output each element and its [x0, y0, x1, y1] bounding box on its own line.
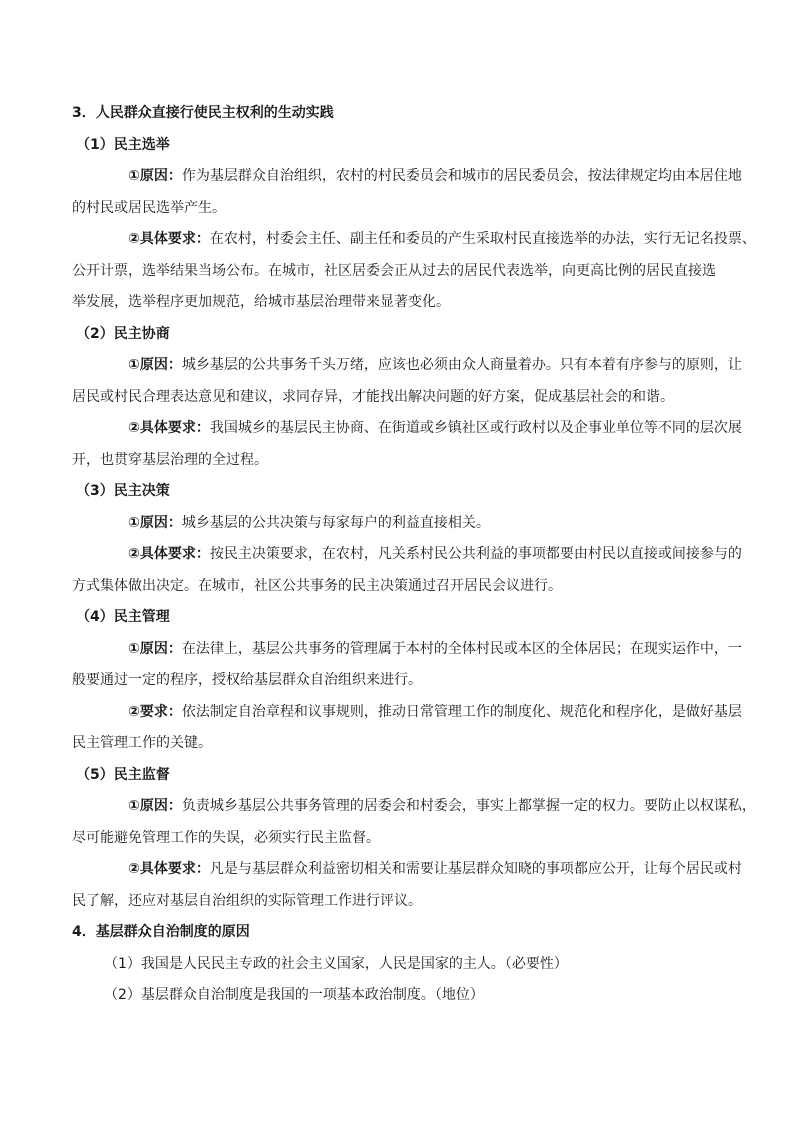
paragraph-label: ①原因： — [128, 640, 182, 657]
paragraph-text: 我国城乡的基层民主协商、在街道或乡镇社区或行政村以及企事业单位等不同的层次展 — [209, 420, 742, 436]
paragraph-line — [72, 413, 742, 445]
paragraph-line — [72, 508, 722, 540]
paragraph-label: ②具体要求： — [128, 420, 210, 436]
paragraph-label: ①原因： — [128, 357, 182, 373]
subsection-heading: （3）民主决策 — [76, 483, 170, 499]
section-heading: 3．人民群众直接行使民主权利的生动实践 — [72, 105, 334, 121]
paragraph-line — [72, 634, 742, 666]
list-item: （2）基层群众自治制度是我国的一项基本政治制度。（地位） — [104, 987, 484, 1003]
paragraph-line: 尽可能避免管理工作的失误，必须实行民主监督。 — [72, 829, 380, 846]
paragraph-label: ②要求： — [128, 703, 182, 720]
paragraph-line — [72, 350, 742, 382]
paragraph-text: 在农村，村委会主任、副主任和委员的产生采取村民直接选举的办法，实行无记名投票、 — [209, 231, 756, 247]
paragraph-line: 公开计票，选举结果当场公布。在城市，社区居委会正从过去的居民代表选举，向更高比例的居民直接选 — [72, 262, 716, 279]
paragraph-line — [72, 224, 756, 256]
subsection-heading: （4）民主管理 — [76, 609, 170, 625]
paragraph-label: ②具体要求： — [128, 546, 210, 562]
paragraph-line — [72, 539, 742, 571]
paragraph-label: ②具体要求： — [128, 861, 210, 877]
paragraph-line: 民主管理工作的关键。 — [72, 735, 212, 751]
paragraph-line: 开，也贯穿基层治理的全过程。 — [72, 451, 268, 468]
section-heading: 4．基层群众自治制度的原因 — [72, 924, 250, 940]
paragraph-line: 般要通过一定的程序，授权给基层群众自治组织来进行。 — [72, 672, 422, 688]
paragraph-label: ①原因： — [128, 514, 182, 531]
subsection-heading: （5）民主监督 — [76, 766, 170, 783]
paragraph-text: 在法律上，基层公共事务的管理属于本村的全体村民或本区的全体居民；在现实运作中，一 — [181, 640, 742, 657]
paragraph-label: ①原因： — [128, 168, 182, 184]
paragraph-line — [72, 854, 742, 886]
paragraph-line: 举发展，选举程序更加规范，给城市基层治理带来显著变化。 — [72, 294, 450, 310]
paragraph-line: 的村民或居民选举产生。 — [72, 199, 226, 216]
paragraph-text: 城乡基层的公共事务千头万绪，应该也必须由众人商量着办。只有本着有序参与的原则，让 — [181, 357, 742, 373]
subsection-heading: （2）民主协商 — [76, 325, 170, 342]
paragraph-text: 凡是与基层群众利益密切相关和需要让基层群众知晓的事项都应公开，让每个居民或村 — [209, 861, 742, 877]
list-item: （1）我国是人民民主专政的社会主义国家，人民是国家的主人。（必要性） — [104, 955, 568, 972]
paragraph-line: 民了解，还应对基层自治组织的实际管理工作进行评议。 — [72, 892, 422, 909]
paragraph-line — [72, 791, 756, 823]
document-content — [72, 98, 756, 1012]
paragraph-text: 负责城乡基层公共事务管理的居委会和村委会，事实上都掌握一定的权力。要防止以权谋私， — [181, 798, 756, 814]
paragraph-line: 居民或村民合理表达意见和建议，求同存异，才能找出解决问题的好方案，促成基层社会的和谐。 — [72, 388, 674, 405]
subsection-heading: （1）民主选举 — [76, 136, 170, 153]
paragraph-line — [72, 697, 742, 729]
paragraph-text: 作为基层群众自治组织，农村的村民委员会和城市的居民委员会，按法律规定均由本居住地 — [181, 168, 742, 184]
paragraph-label: ②具体要求： — [128, 231, 210, 247]
paragraph-line: 方式集体做出决定。在城市，社区公共事务的民主决策通过召开居民会议进行。 — [72, 577, 562, 594]
paragraph-label: ①原因： — [128, 798, 182, 814]
paragraph-line — [72, 161, 742, 193]
paragraph-text: 城乡基层的公共决策与每家每户的利益直接相关。 — [181, 514, 490, 531]
paragraph-text: 依法制定自治章程和议事规则，推动日常管理工作的制度化、规范化和程序化，是做好基层 — [181, 703, 742, 720]
paragraph-text: 按民主决策要求，在农村，凡关系村民公共利益的事项都要由村民以直接或间接参与的 — [209, 546, 742, 562]
